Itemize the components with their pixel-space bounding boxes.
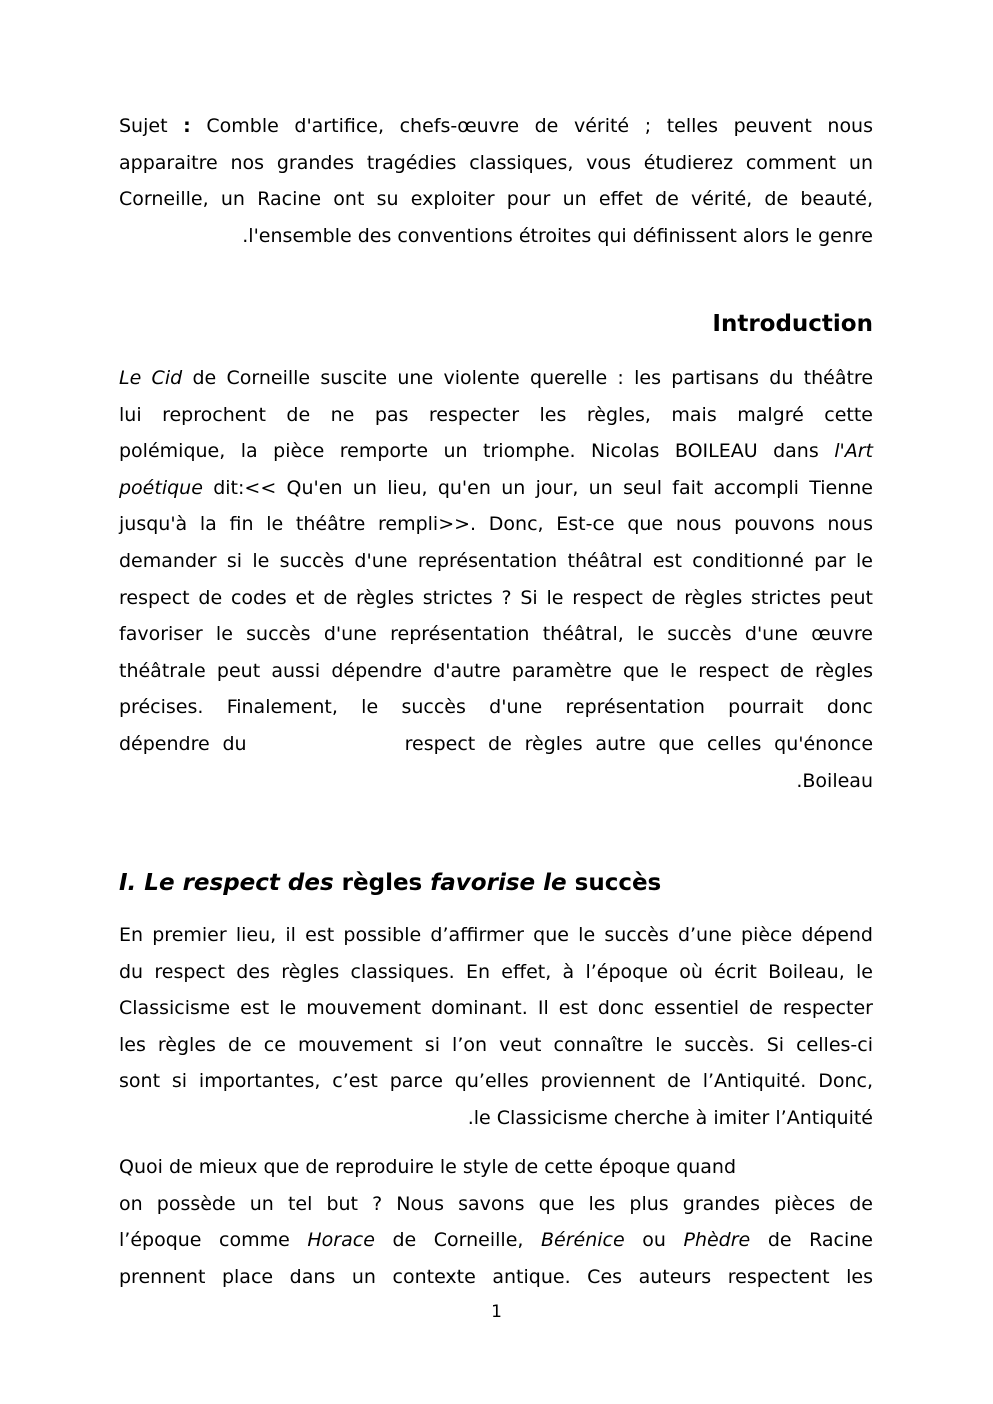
work-title: Bérénice (541, 1229, 625, 1252)
intro-line: .Boileau (796, 769, 873, 792)
body-text: l’époque comme (119, 1229, 290, 1252)
intro-line: lui reprochent de ne pas respecter les règles, mais malgré cette (119, 403, 873, 426)
body-line: Quoi de mieux que de reproduire le style de cette époque quand (119, 1156, 737, 1178)
intro-line: jusqu'à la fin le théâtre rempli>>. Donc, Est-ce que nous pouvons nous (119, 513, 873, 536)
subject-line: apparaitre nos grandes tragédies classiques, vous étudierez comment un (119, 151, 873, 174)
body-line: .le Classicisme cherche à imiter l’Antiquité (467, 1106, 873, 1129)
intro-line: favoriser le succès d'une représentation théâtral, le succès d'une œuvre (119, 623, 873, 646)
body-line: prennent place dans un contexte antique. Ces auteurs respectent les (119, 1265, 873, 1288)
intro-text: polémique, la pièce remporte un triomphe. Nicolas BOILEAU dans (119, 440, 819, 463)
subject-paragraph (119, 108, 873, 254)
intro-text: respect de règles autre que celles qu'énonce (404, 732, 874, 755)
heading-upright: succès (574, 870, 662, 896)
work-title: Phèdre (683, 1229, 751, 1252)
intro-line (119, 360, 873, 397)
body-line: du respect des règles classiques. En effet, à l’époque où écrit Boileau, le (119, 960, 873, 983)
intro-text: de Corneille suscite une violente querelle : les partisans du théâtre (192, 367, 874, 389)
body-line: Classicisme est le mouvement dominant. Il est donc essentiel de respecter (119, 997, 873, 1020)
intro-line: théâtrale peut aussi dépendre d'autre paramètre que le respect de règles (119, 659, 873, 682)
work-title: Le Cid (119, 367, 183, 389)
heading-upright: règles (341, 870, 423, 896)
subject-label: Sujet (119, 115, 168, 137)
body-line (119, 1222, 873, 1259)
intro-line (119, 470, 873, 507)
body-text: de Corneille, (392, 1229, 524, 1252)
page-number: 1 (491, 1302, 502, 1322)
introduction-heading: Introduction (712, 311, 873, 337)
intro-line (119, 433, 873, 470)
body-line: sont si importantes, c’est parce qu’elles proviennent de l’Antiquité. Donc, (119, 1070, 873, 1093)
intro-text: dit:<< Qu'en un lieu, qu'en un jour, un seul fait accompli Tienne (213, 476, 873, 499)
intro-text: dépendre du (119, 732, 247, 755)
body-text: de Racine (767, 1229, 873, 1252)
part-one-heading (119, 866, 873, 900)
part-one-paragraph-2 (119, 1149, 873, 1295)
intro-line: précises. Finalement, le succès d'une représentation pourrait donc (119, 696, 873, 719)
intro-line: respect de codes et de règles strictes ? Si le respect de règles strictes peut (119, 586, 873, 609)
subject-line: Corneille, un Racine ont su exploiter pour un effet de vérité, de beauté, (119, 188, 873, 211)
part-one-paragraph-1 (119, 917, 873, 1137)
work-title: Horace (307, 1229, 375, 1252)
body-line: les règles de ce mouvement si l’on veut connaître le succès. Si celles-ci (119, 1033, 873, 1056)
subject-line: .l'ensemble des conventions étroites qui définissent alors le genre (242, 224, 873, 247)
work-title: l'Art (834, 440, 873, 463)
heading-italic: I. Le respect des (119, 870, 334, 896)
work-title: poétique (119, 476, 203, 499)
subject-line (119, 108, 873, 145)
body-line: En premier lieu, il est possible d’affirmer que le succès d’une pièce dépend (119, 924, 873, 946)
intro-line: demander si le succès d'une représentation théâtral est conditionné par le (119, 549, 873, 572)
intro-line (119, 726, 873, 763)
body-text: ou (642, 1229, 666, 1252)
subject-colon: : (183, 115, 191, 137)
introduction-paragraph (119, 360, 873, 799)
heading-italic: favorise le (430, 870, 567, 896)
body-line: on possède un tel but ? Nous savons que les plus grandes pièces de (119, 1192, 873, 1215)
subject-text: Comble d'artifice, chefs-œuvre de vérité ; telles peuvent nous (206, 115, 874, 137)
